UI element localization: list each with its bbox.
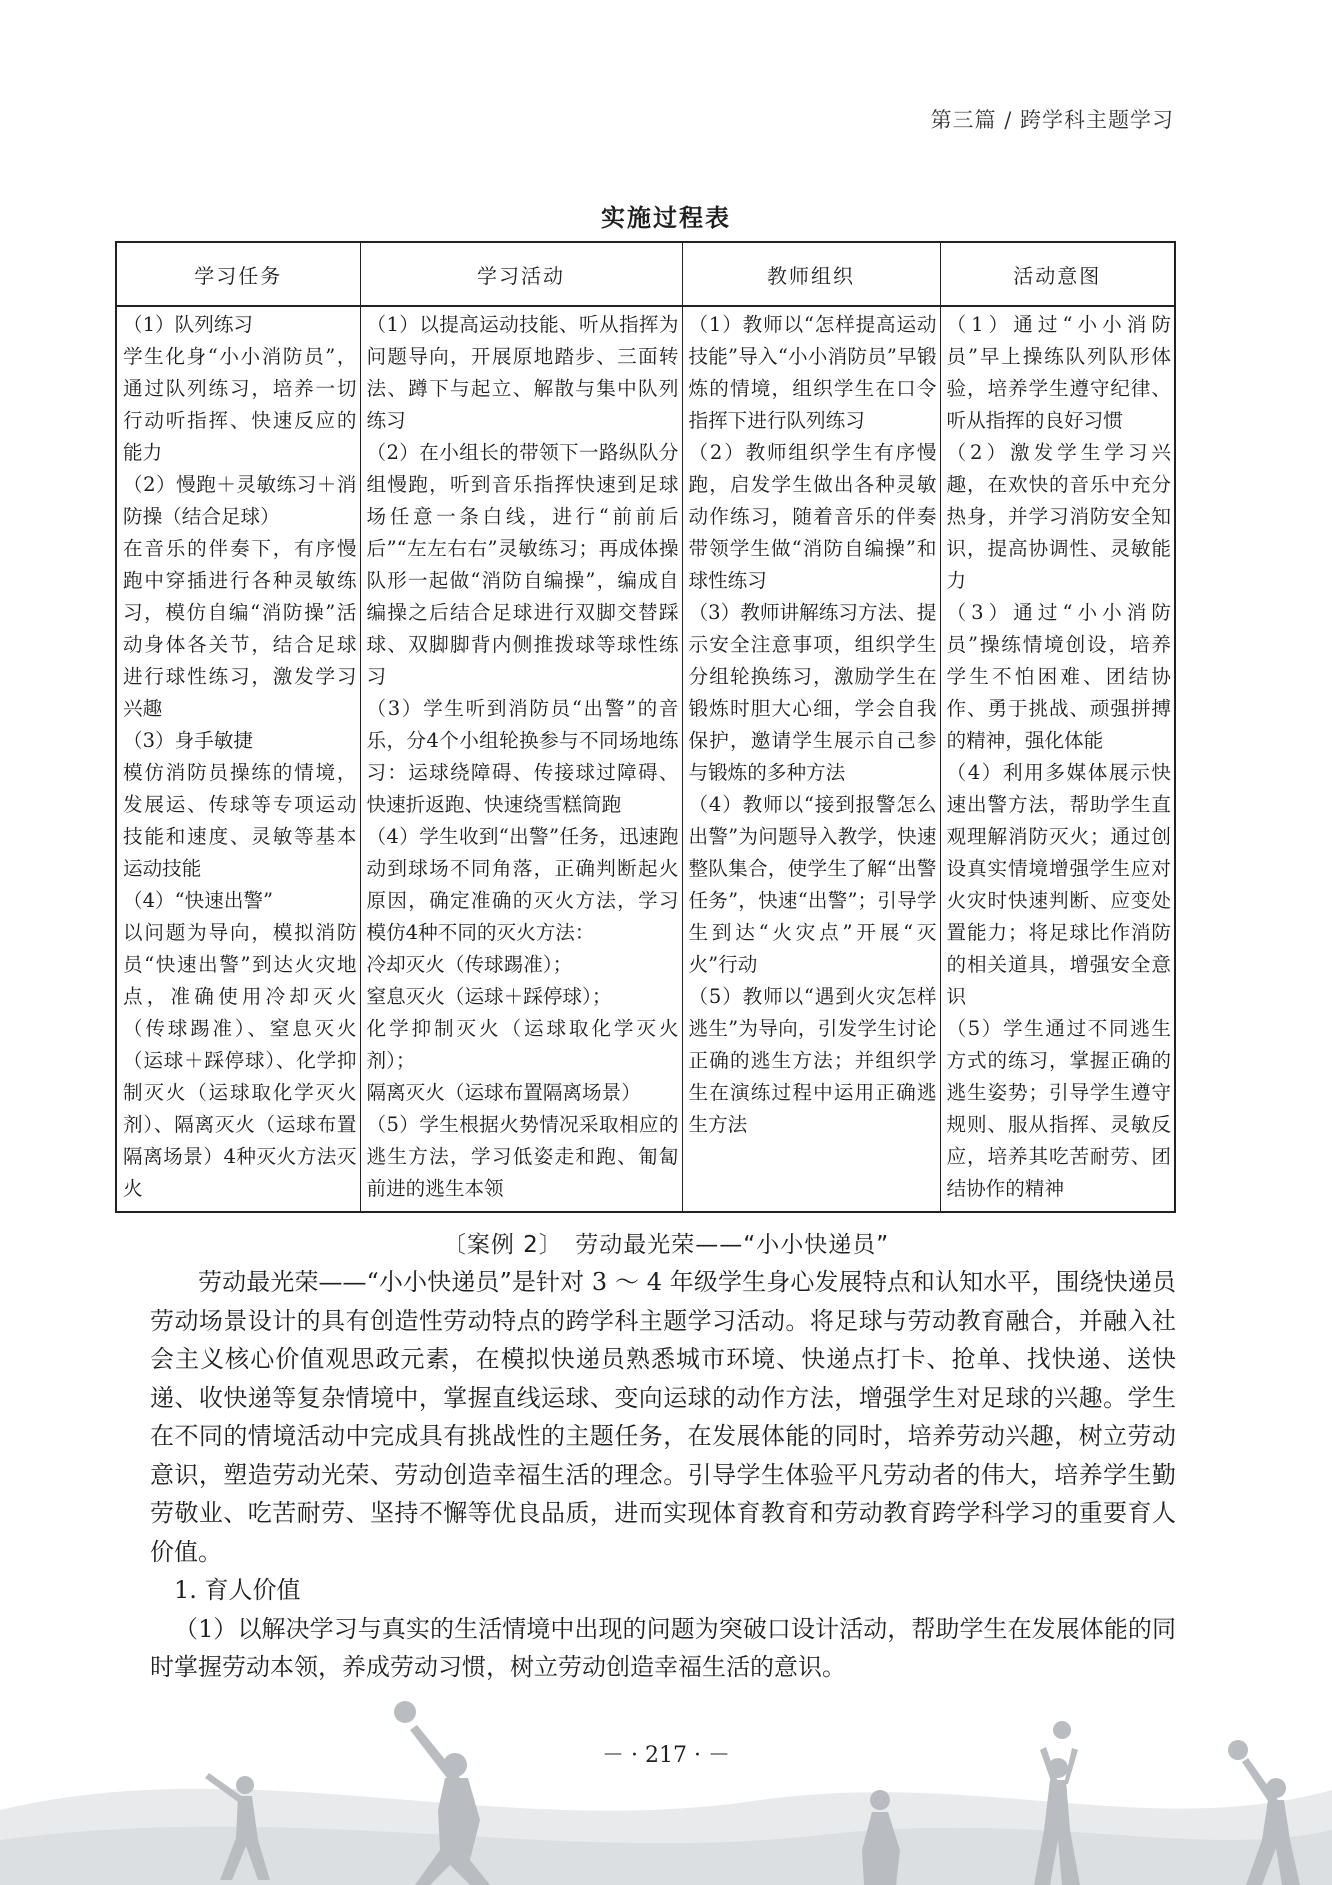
cell-paragraph: （3）通过“小小消防员”操练情境创设，培养学生不怕困难、团结协作、勇于挑战、顽强拼搏的精神，强化体能 [946, 601, 1171, 752]
cell-paragraph: （4）学生收到“出警”任务，迅速跑动到球场不同角落，正确判断起火原因，确定准确的灭火方法，学习模仿4种不同的灭火方法： [366, 825, 679, 944]
body-text [150, 1263, 1176, 1687]
footer-sports-illustration [0, 1690, 1332, 1885]
cell-paragraph: （4）教师以“接到报警怎么出警”为问题导入教学，快速整队集合，使学生了解“出警任务”，快速“出警”；引导学生到达“火灾点”开展“灭火”行动 [688, 793, 937, 976]
cell-paragraph: 隔离灭火（运球布置隔离场景） [366, 1081, 641, 1104]
cell-paragraph: （5）学生根据火势情况采取相应的逃生方法，学习低姿走和跑、匍匐前进的逃生本领 [366, 1113, 679, 1200]
cell-paragraph: 学生化身“小小消防员”，通过队列练习，培养一切行动听指挥、快速反应的能力 [123, 345, 357, 464]
cell-paragraph: （2）慢跑＋灵敏练习＋消防操（结合足球） [123, 473, 357, 528]
teacher-cell [682, 306, 940, 1212]
cell-paragraph: （1）队列练习 [123, 313, 254, 336]
case-heading: 〔案例 2〕 劳动最光荣——“小小快递员” [442, 1232, 890, 1258]
cell-paragraph: （3）身手敏捷 [123, 729, 254, 752]
running-head: 第三篇 / 跨学科主题学习 [930, 108, 1174, 132]
cell-paragraph: 窒息灭火（运球＋踩停球）； [366, 985, 612, 1008]
cell-paragraph: （3）学生听到消防员“出警”的音乐，分4个小组轮换参与不同场地练习：运球绕障碍、传接球过障碍、快速折返跑、快速绕雪糕筒跑 [366, 697, 679, 816]
intent-cell [940, 306, 1175, 1212]
cell-paragraph: （2）教师组织学生有序慢跑，启发学生做出各种灵敏动作练习，随着音乐的伴奏带领学生做“消防自编操”和球性练习 [688, 441, 937, 592]
table-row [116, 306, 1175, 1212]
cell-paragraph: （5）教师以“遇到火灾怎样逃生”为导向，引发学生讨论正确的逃生方法；并组织学生在演练过程中运用正确逃生方法 [688, 985, 937, 1136]
cell-paragraph: （3）教师讲解练习方法、提示安全注意事项，组织学生分组轮换练习，激励学生在锻炼时胆大心细，学会自我保护，邀请学生展示自己参与锻炼的多种方法 [688, 601, 937, 784]
activity-cell [360, 306, 682, 1212]
cell-paragraph: 冷却灭火（传球踢准）； [366, 953, 573, 976]
cell-paragraph: 化学抑制灭火（运球取化学灭火剂）； [366, 1017, 679, 1072]
column-header-task: 学习任务 [116, 242, 360, 306]
intro-paragraph: 劳动最光荣——“小小快递员”是针对 3 ～ 4 年级学生身心发展特点和认知水平，围绕快递员劳动场景设计的具有创造性劳动特点的跨学科主题学习活动。将足球与劳动教育融合，并融入社会主义核心价值观思政元素，在模拟快递员熟悉城市环境、快递点打卡、抢单、找快递、送快递、收快递等复杂情境中，掌握直线运球、变向运球的动作方法，增强学生对足球的兴趣。学生在不同的情境活动中完成具有挑战性的主题任务，在发展体能的同时，培养劳动兴趣，树立劳动意识，塑造劳动光荣、劳动创造幸福生活的理念。引导学生体验平凡劳动者的伟大，培养学生勤劳敬业、吃苦耐劳、坚持不懈等优良品质，进而实现体育教育和劳动教育跨学科学习的重要育人价值。 [150, 1268, 1176, 1566]
table-header-row [116, 242, 1175, 306]
cell-paragraph: （5）学生通过不同逃生方式的练习，掌握正确的逃生姿势；引导学生遵守规则、服从指挥、灵敏反应，培养其吃苦耐劳、团结协作的精神 [946, 1017, 1171, 1200]
cell-paragraph: 模仿消防员操练的情境，发展运、传球等专项运动技能和速度、灵敏等基本运动技能 [123, 761, 357, 880]
cell-paragraph: （2）激发学生学习兴趣，在欢快的音乐中充分热身，并学习消防安全知识，提高协调性、灵敏能力 [946, 441, 1171, 592]
cell-paragraph: （4）“快速出警” [123, 889, 274, 912]
point-paragraph: （1）以解决学习与真实的生活情境中出现的问题为突破口设计活动，帮助学生在发展体能的同时掌握劳动本领，养成劳动习惯，树立劳动创造幸福生活的意识。 [150, 1614, 1176, 1681]
column-header-intent: 活动意图 [940, 242, 1175, 306]
cell-paragraph: （2）在小组长的带领下一路纵队分组慢跑，听到音乐指挥快速到足球场任意一条白线，进行“前前后后”“左左右右”灵敏练习；再成体操队形一起做“消防自编操”，编成自编操之后结合足球进行双脚交替踩球、双脚脚背内侧推拨球等球性练习 [366, 441, 679, 688]
page-number: － · 217 · － [602, 1743, 730, 1768]
task-cell [116, 306, 360, 1212]
cell-paragraph: （1）教师以“怎样提高运动技能”导入“小小消防员”早锻炼的情境，组织学生在口令指挥下进行队列练习 [688, 313, 937, 432]
section-title: 1. 育人价值 [174, 1576, 301, 1604]
cell-paragraph: （1）以提高运动技能、听从指挥为问题导向，开展原地踏步、三面转法、蹲下与起立、解散与集中队列练习 [366, 313, 679, 432]
cell-paragraph: （4）利用多媒体展示快速出警方法，帮助学生直观理解消防灭火；通过创设真实情境增强学生应对火灾时快速判断、应变处置能力；将足球比作消防的相关道具，增强安全意识 [946, 761, 1171, 1008]
column-header-teacher: 教师组织 [682, 242, 940, 306]
cell-paragraph: 以问题为导向，模拟消防员“快速出警”到达火灾地点，准确使用冷却灭火（传球踢准）、窒息灭火（运球＋踩停球）、化学抑制灭火（运球取化学灭火剂）、隔离灭火（运球布置隔离场景）4种灭火方法灭火 [123, 921, 357, 1200]
implementation-table [115, 241, 1176, 1213]
cell-paragraph: 在音乐的伴奏下，有序慢跑中穿插进行各种灵敏练习，模仿自编“消防操”活动身体各关节，结合足球进行球性练习，激发学习兴趣 [123, 537, 357, 720]
column-header-activity: 学习活动 [360, 242, 682, 306]
table-title: 实施过程表 [601, 204, 731, 232]
cell-paragraph: （1）通过“小小消防员”早上操练队列队形体验，培养学生遵守纪律、听从指挥的良好习惯 [946, 313, 1171, 432]
